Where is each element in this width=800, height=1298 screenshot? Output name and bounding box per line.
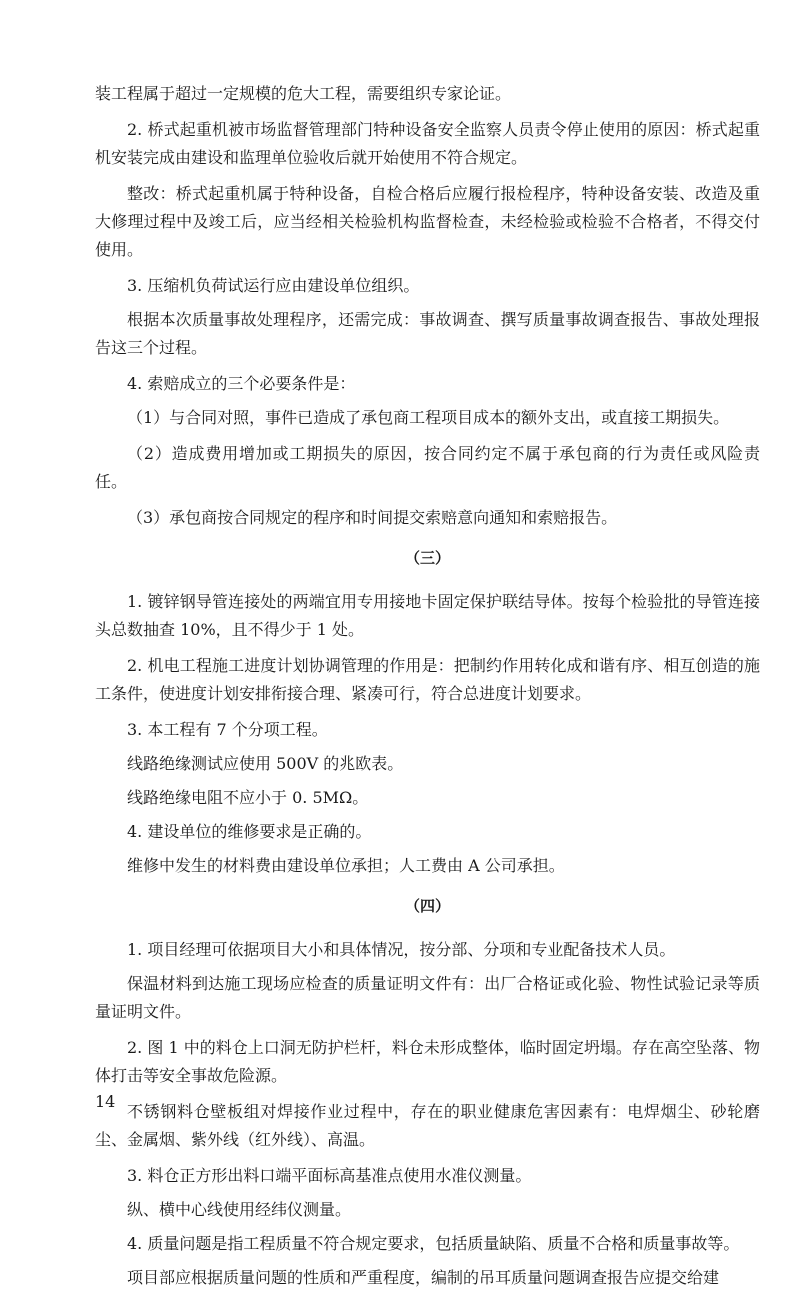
paragraph-s4-7: 4. 质量问题是指工程质量不符合规定要求，包括质量缺陷、质量不合格和质量事故等。 — [127, 1234, 740, 1253]
paragraph-answer-2: 2. 桥式起重机被市场监督管理部门特种设备安全监察人员责令停止使用的原因：桥式起重机安装完成由建设和监理单位验收后就开始使用不符合规定。 — [95, 120, 760, 167]
paragraph-s3-2: 2. 机电工程施工进度计划协调管理的作用是：把制约作用转化成和谐有序、相互创造的施工条件，使进度计划安排衔接合理、紧凑可行，符合总进度计划要求。 — [95, 656, 760, 703]
document-page — [95, 80, 760, 1298]
paragraph-s3-4: 线路绝缘测试应使用 500V 的兆欧表。 — [127, 754, 404, 773]
paragraph-answer-4: 4. 索赔成立的三个必要条件是： — [127, 374, 356, 393]
paragraph-s4-4: 不锈钢料仓壁板组对焊接作业过程中，存在的职业健康危害因素有：电焊烟尘、砂轮磨尘、金属烟、紫外线（红外线）、高温。 — [95, 1102, 760, 1149]
section-heading-4: （四） — [404, 897, 450, 915]
paragraph-answer-3: 3. 压缩机负荷试运行应由建设单位组织。 — [127, 276, 420, 295]
paragraph-s3-3: 3. 本工程有 7 个分项工程。 — [127, 720, 328, 739]
page-number: 14 — [95, 1092, 116, 1111]
paragraph-s3-1: 1. 镀锌钢导管连接处的两端宜用专用接地卡固定保护联结导体。按每个检验批的导管连接头总数抽查 10%，且不得少于 1 处。 — [95, 592, 760, 639]
paragraph-s4-8: 项目部应根据质量问题的性质和严重程度，编制的吊耳质量问题调查报告应提交给建 — [127, 1268, 720, 1287]
paragraph-s3-5: 线路绝缘电阻不应小于 0. 5MΩ。 — [127, 788, 369, 807]
paragraph-s4-3: 2. 图 1 中的料仓上口洞无防护栏杆，料仓未形成整体，临时固定坍塌。存在高空坠落、物体打击等安全事故危险源。 — [95, 1038, 760, 1085]
paragraph-claim-condition-3: （3）承包商按合同规定的程序和时间提交索赔意向通知和索赔报告。 — [127, 508, 618, 527]
paragraph-claim-condition-1: （1）与合同对照，事件已造成了承包商工程项目成本的额外支出，或直接工期损失。 — [127, 408, 730, 427]
paragraph-s3-7: 维修中发生的材料费由建设单位承担；人工费由 A 公司承担。 — [127, 856, 565, 875]
paragraph-claim-condition-2: （2）造成费用增加或工期损失的原因，按合同约定不属于承包商的行为责任或风险责任。 — [95, 444, 760, 491]
paragraph-s4-1: 1. 项目经理可依据项目大小和具体情况，按分部、分项和专业配备技术人员。 — [127, 940, 676, 959]
paragraph-rectification: 整改：桥式起重机属于特种设备，自检合格后应履行报检程序，特种设备安装、改造及重大修理过程中及竣工后，应当经相关检验机构监督检查，未经检验或检验不合格者，不得交付使用。 — [95, 184, 760, 259]
paragraph-continuation: 装工程属于超过一定规模的危大工程，需要组织专家论证。 — [95, 84, 512, 103]
paragraph-s4-2: 保温材料到达施工现场应检查的质量证明文件有：出厂合格证或化验、物性试验记录等质量证明文件。 — [95, 974, 760, 1021]
paragraph-accident-procedure: 根据本次质量事故处理程序，还需完成：事故调查、撰写质量事故调查报告、事故处理报告这三个过程。 — [95, 310, 760, 357]
paragraph-s4-5: 3. 料仓正方形出料口端平面标高基准点使用水准仪测量。 — [127, 1166, 532, 1185]
paragraph-s3-6: 4. 建设单位的维修要求是正确的。 — [127, 822, 372, 841]
section-heading-3: （三） — [404, 549, 450, 567]
paragraph-s4-6: 纵、横中心线使用经纬仪测量。 — [127, 1200, 352, 1219]
